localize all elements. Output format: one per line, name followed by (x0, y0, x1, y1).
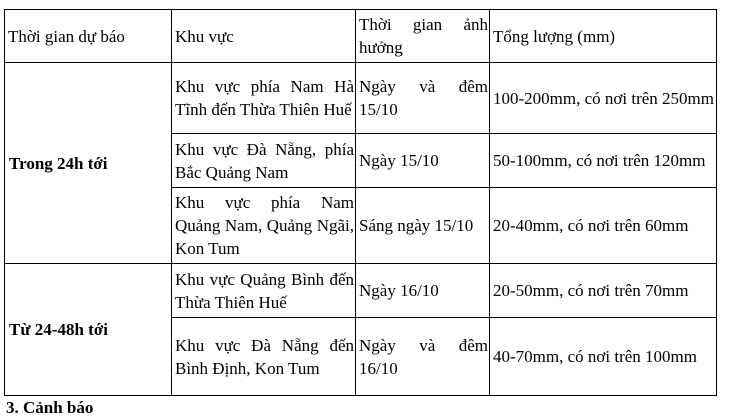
amount-cell: 20-40mm, có nơi trên 60mm (490, 188, 717, 264)
section-heading-warning: 3. Cảnh báo (6, 398, 94, 417)
header-forecast-time: Thời gian dự báo (5, 10, 172, 63)
header-area: Khu vực (172, 10, 356, 63)
header-impact-time: Thời gian ảnh hưởng (356, 10, 490, 63)
period-cell: Từ 24-48h tới (5, 264, 172, 396)
header-total-amount: Tổng lượng (mm) (490, 10, 717, 63)
table-row (5, 63, 717, 134)
impact-time-cell: Ngày và đêm 15/10 (356, 63, 490, 134)
impact-time-cell: Ngày và đêm 16/10 (356, 318, 490, 396)
amount-cell: 20-50mm, có nơi trên 70mm (490, 264, 717, 318)
header-row (5, 10, 717, 63)
rainfall-forecast-table (4, 9, 717, 396)
area-cell: Khu vực Đà Nẵng, phía Bắc Quảng Nam (172, 134, 356, 188)
amount-cell: 100-200mm, có nơi trên 250mm (490, 63, 717, 134)
impact-time-cell: Ngày 16/10 (356, 264, 490, 318)
area-cell: Khu vực phía Nam Hà Tĩnh đến Thừa Thiên Huế (172, 63, 356, 134)
area-cell: Khu vực Quảng Bình đến Thừa Thiên Huế (172, 264, 356, 318)
period-cell: Trong 24h tới (5, 63, 172, 264)
impact-time-cell: Ngày 15/10 (356, 134, 490, 188)
amount-cell: 50-100mm, có nơi trên 120mm (490, 134, 717, 188)
impact-time-cell: Sáng ngày 15/10 (356, 188, 490, 264)
area-cell: Khu vực phía Nam Quảng Nam, Quảng Ngãi, Kon Tum (172, 188, 356, 264)
area-cell: Khu vực Đà Nẵng đến Bình Định, Kon Tum (172, 318, 356, 396)
table-row (5, 264, 717, 318)
amount-cell: 40-70mm, có nơi trên 100mm (490, 318, 717, 396)
